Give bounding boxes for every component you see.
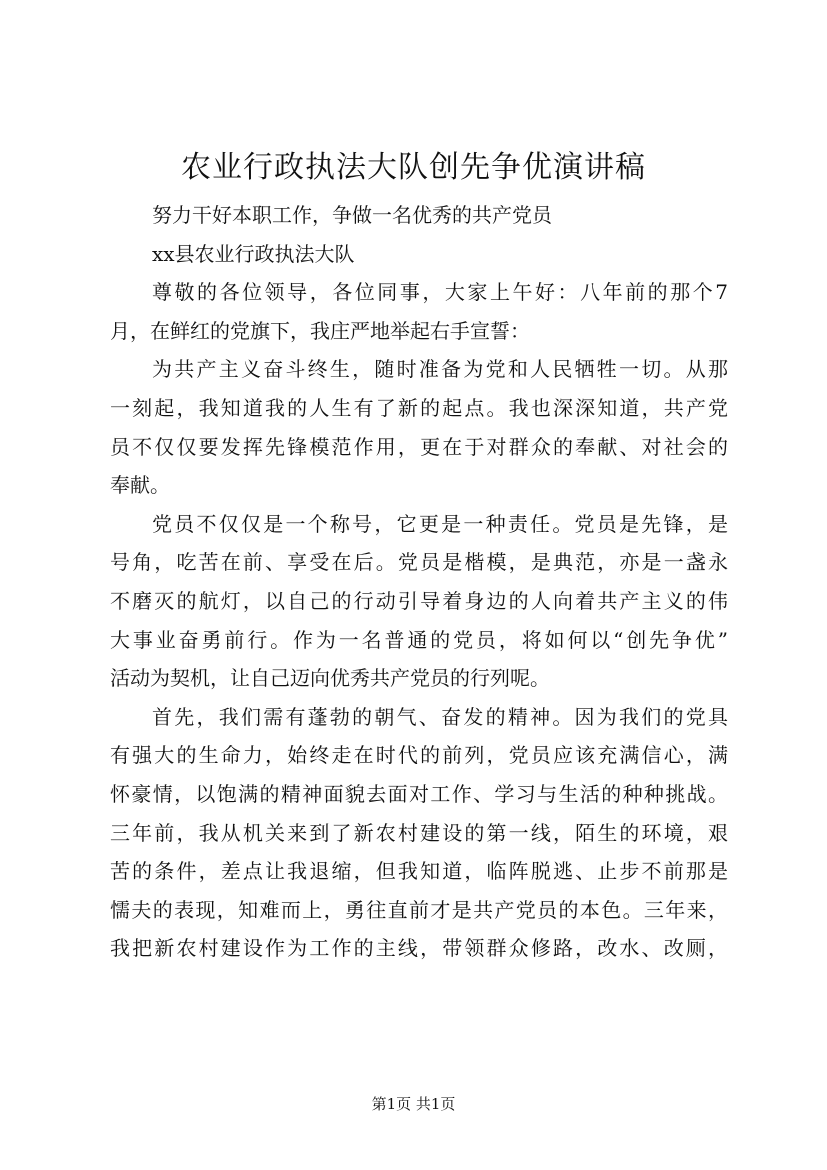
subtitle-line: 努力干好本职工作，争做一名优秀的共产党员 — [152, 203, 552, 227]
paragraph-line: 月，在鲜红的党旗下，我庄严地举起右手宣誓： — [110, 318, 530, 343]
paragraph-line: 奉献。 — [110, 473, 170, 498]
paragraph-line: 尊敬的各位领导，各位同事，大家上午好：八年前的那个7 — [152, 280, 728, 305]
paragraph-line: 苦的条件，差点让我退缩，但我知道，临阵脱逃、止步不前那是 — [110, 859, 728, 884]
paragraph-line: 首先，我们需有蓬勃的朝气、奋发的精神。因为我们的党具 — [152, 704, 728, 729]
paragraph-line: 党员不仅仅是一个称号，它更是一种责任。党员是先锋，是 — [152, 511, 728, 536]
paragraph-line: 三年前，我从机关来到了新农村建设的第一线，陌生的环境，艰 — [110, 820, 728, 845]
paragraph-line: 为共产主义奋斗终生，随时准备为党和人民牺牲一切。从那 — [152, 357, 728, 382]
organization-line: xx县农业行政执法大队 — [152, 241, 355, 266]
paragraph-line: 懦夫的表现，知难而上，勇往直前才是共产党员的本色。三年来， — [110, 897, 728, 922]
paragraph-line: 一刻起，我知道我的人生有了新的起点。我也深深知道，共产党 — [110, 395, 728, 420]
page-footer: 第1页 共1页 — [371, 1095, 456, 1113]
paragraph-line: 大事业奋勇前行。作为一名普通的党员，将如何以“创先争优” — [110, 627, 728, 652]
paragraph-line: 不磨灭的航灯，以自己的行动引导着身边的人向着共产主义的伟 — [110, 588, 728, 613]
paragraph-line: 活动为契机，让自己迈向优秀共产党员的行列呢。 — [110, 666, 550, 691]
paragraph-line: 我把新农村建设作为工作的主线，带领群众修路，改水、改厕， — [110, 936, 728, 961]
document-body — [110, 196, 728, 968]
document-title: 农业行政执法大队创先争优演讲稿 — [181, 150, 646, 185]
paragraph-line: 怀豪情，以饱满的精神面貌去面对工作、学习与生活的种种挑战。 — [110, 781, 728, 806]
paragraph-line: 有强大的生命力，始终走在时代的前列，党员应该充满信心，满 — [110, 743, 728, 768]
paragraph-line: 号角，吃苦在前、享受在后。党员是楷模，是典范，亦是一盏永 — [110, 550, 728, 575]
paragraph-line: 员不仅仅要发挥先锋模范作用，更在于对群众的奉献、对社会的 — [110, 434, 728, 459]
